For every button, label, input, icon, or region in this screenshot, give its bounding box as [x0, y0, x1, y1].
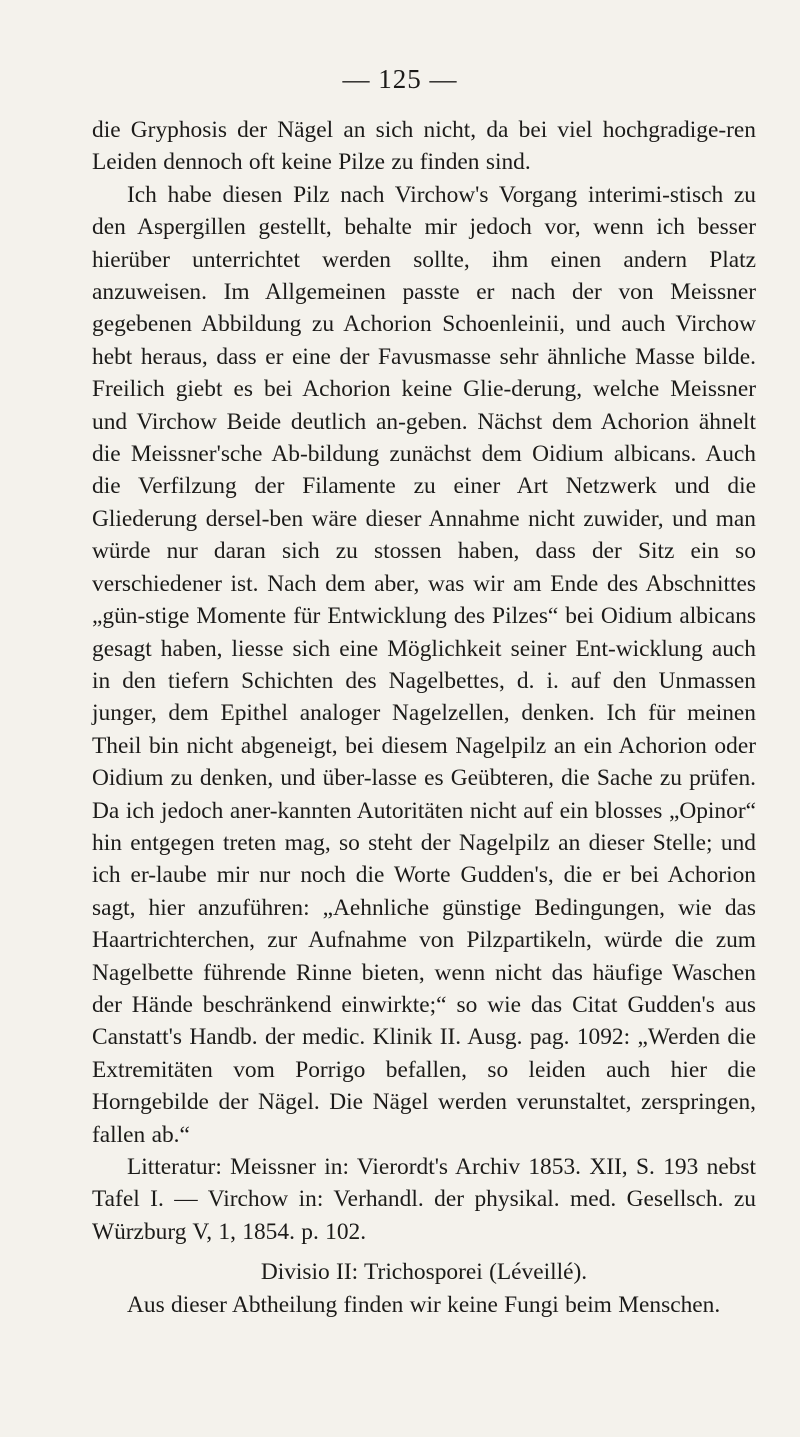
paragraph-final: Aus dieser Abtheilung finden wir keine Fungi beim Menschen.: [127, 1291, 721, 1318]
paragraph-continuation: die Gryphosis der Nägel an sich nicht, da bei viel hochgradige-ren Leiden dennoch oft keine Pilze zu finden sind.: [92, 117, 756, 176]
page-number: — 125 —: [342, 64, 458, 94]
section-heading: Divisio II: Trichosporei (Léveillé).: [260, 1259, 588, 1286]
paragraph-main: Ich habe diesen Pilz nach Virchow's Vorgang interimi-stisch zu den Aspergillen gestellt, behalte mir jedoch vor, wenn ich besser hierüber unterrichtet werden sollte, ihm einen andern Platz anzuweisen. Im Allgemeinen passte er nach der von Meissner gegebenen Abbildung zu Achorion Schoenleinii, und auch Virchow hebt heraus, dass er eine der Favusmasse sehr ähnliche Masse bilde. Freilich giebt es bei Achorion keine Glie-derung, welche Meissner und Virchow Beide deutlich an-geben. Nächst dem Achorion ähnelt die Meissner'sche Ab-bildung zunächst dem Oidium albicans. Auch die Verfilzung der Filamente zu einer Art Netzwerk und die Gliederung dersel-ben wäre dieser Annahme nicht zuwider, und man würde nur daran sich zu stossen haben, dass der Sitz ein so verschiedener ist. Nach dem aber, was wir am Ende des Abschnittes „gün-stige Momente für Entwicklung des Pilzes“ bei Oidium albicans gesagt haben, liesse sich eine Möglichkeit seiner Ent-wicklung auch in den tiefern Schichten des Nagelbettes, d. i. auf den Unmassen junger, dem Epithel analoger Nagelzellen, denken. Ich für meinen Theil bin nicht abgeneigt, bei diesem Nagelpilz an ein Achorion oder Oidium zu denken, und über-lasse es Geübteren, die Sache zu prüfen. Da ich jedoch aner-kannten Autoritäten nicht auf ein blosses „Opinor“ hin entgegen treten mag, so steht der Nagelpilz an dieser Stelle; und ich er-laube mir nur noch die Worte Gudden's, die er bei Achorion sagt, hier anzuführen: „Aehnliche günstige Bedingungen, wie das Haartrichterchen, zur Aufnahme von Pilzpartikeln, würde die zum Nagelbette führende Rinne bieten, wenn nicht das häufige Waschen der Hände beschränkend einwirkte;“ so wie das Citat Gudden's aus Canstatt's Handb. der medic. Klinik II. Ausg. pag. 1092: „Werden die Extremitäten vom Porrigo befallen, so leiden auch hier die Horngebilde der Nägel. Die Nägel werden verunstaltet, zerspringen, fallen ab.“: [92, 181, 756, 1148]
paragraph-literature: Litteratur: Meissner in: Vierordt's Archiv 1853. XII, S. 193 nebst Tafel I. — Virchow in: Verhandl. der physikal. med. Gesellsch. zu Würzburg V, 1, 1854. p. 102.: [92, 1154, 756, 1245]
body-text: [92, 114, 756, 1321]
